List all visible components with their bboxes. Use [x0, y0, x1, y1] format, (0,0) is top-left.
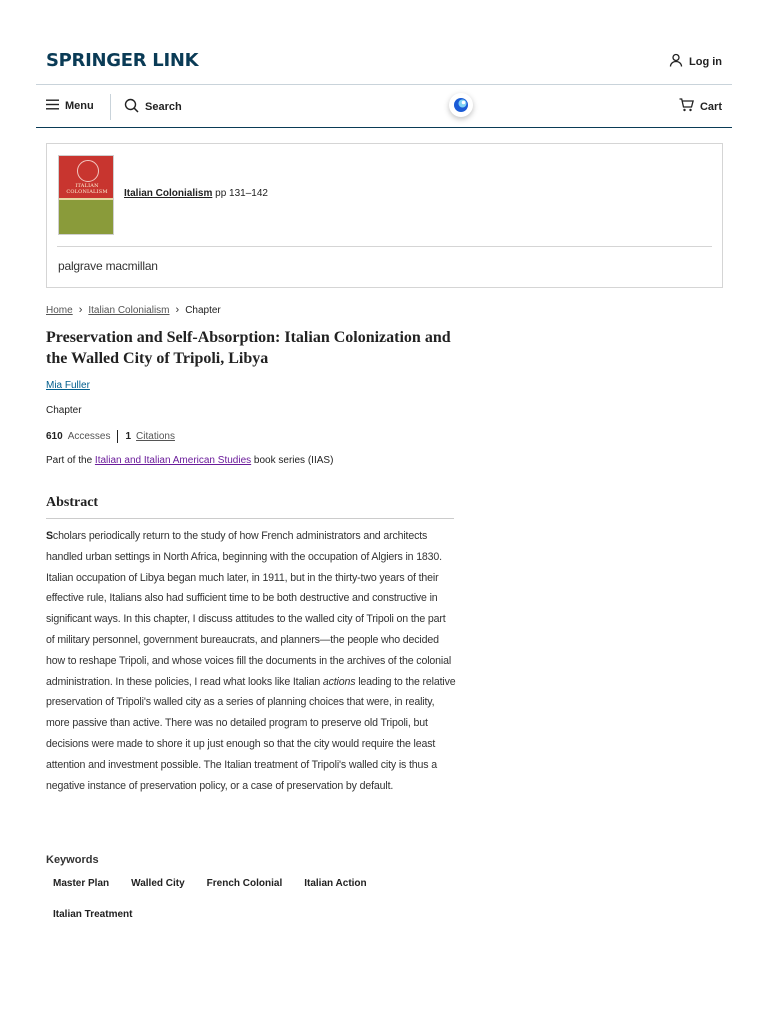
keywords-list: [46, 872, 456, 934]
citations-link[interactable]: Citations: [136, 431, 175, 442]
chevron-right-icon: ›: [175, 304, 180, 316]
header-divider: [36, 84, 732, 85]
search-button[interactable]: [124, 98, 182, 116]
search-icon: [124, 98, 139, 116]
abstract-emphasis: actions: [322, 675, 356, 688]
menu-button[interactable]: [46, 99, 94, 113]
publisher-logo: palgrave macmillan: [58, 259, 158, 273]
book-cover[interactable]: [58, 155, 114, 235]
breadcrumb: [46, 304, 221, 316]
cover-title: ITALIAN COLONIALISM: [66, 183, 108, 195]
assistant-orb-icon[interactable]: [449, 93, 473, 117]
book-pages: pp 131–142: [215, 188, 268, 199]
breadcrumb-book[interactable]: Italian Colonialism: [88, 304, 170, 316]
search-label: Search: [145, 101, 182, 113]
login-label: Log in: [689, 55, 722, 68]
keyword-tag[interactable]: Italian Treatment: [53, 909, 133, 920]
accesses-count: 610: [46, 431, 63, 442]
abstract-text: [46, 526, 456, 796]
keywords-heading: Keywords: [46, 854, 99, 866]
cart-button[interactable]: [679, 98, 722, 115]
login-button[interactable]: [669, 53, 722, 70]
series-prefix: Part of the: [46, 455, 93, 466]
chevron-right-icon: ›: [78, 304, 83, 316]
springer-link-logo[interactable]: SPRINGER LINK: [46, 50, 199, 71]
cart-label: Cart: [699, 100, 722, 113]
keyword-tag[interactable]: French Colonial: [206, 878, 283, 889]
hamburger-icon: [46, 99, 59, 113]
breadcrumb-home[interactable]: Home: [46, 304, 73, 316]
citations-count: 1: [125, 431, 132, 442]
chapter-title: Preservation and Self-Absorption: Italian Colonization and the Walled City of Tripoli, Libya: [46, 329, 451, 367]
book-info-box: [46, 143, 723, 288]
keyword-tag[interactable]: Italian Action: [304, 878, 367, 889]
user-icon: [669, 53, 683, 70]
abstract-heading: Abstract: [46, 495, 99, 510]
series-line: [46, 455, 333, 466]
abstract-first-letter: S: [46, 530, 53, 542]
nav-separator: [110, 94, 111, 120]
metrics: [46, 430, 175, 443]
book-title-link[interactable]: Italian Colonialism: [124, 188, 213, 199]
accesses-label: Accesses: [67, 431, 111, 442]
nav-divider: [36, 127, 732, 128]
breadcrumb-current: Chapter: [185, 304, 221, 316]
abstract-text-part1: cholars periodically return to the study of how French administrators and architects handled urban settings in North Africa, beginning with the occupation of Algiers in 1830. Italian occupation of Libya began much later, in 1911, but in the thirty-two years of their effective rule, Italians also had sufficient time to be both destructive and constructive in significant ways. In this chapter, I discuss attitudes to the walled city of Tripoli on the part of military personnel, government bureaucrats, and planners—the people who decided how to reshape Tripoli, and whose voices fill the documents in the archives of the colonial administration. In these policies, I read what looks like Italian: [46, 530, 452, 688]
abstract-divider: [46, 518, 454, 519]
abstract-text-part2: leading to the relative preservation of Tripoli's walled city as a series of planning choices that were, in reality, more passive than active. There was no detailed program to preserve old Tripoli, but decisions were made to shore it up just enough so that the city would require the least attention and investment possible. The Italian treatment of Tripoli's walled city is thus a negative instance of preservation policy, or a case of preservation by default.: [46, 675, 456, 792]
menu-label: Menu: [65, 100, 94, 112]
header: [46, 50, 726, 74]
series-link[interactable]: Italian and Italian American Studies: [94, 455, 252, 466]
book-line: [124, 188, 268, 199]
author-link[interactable]: Mia Fuller: [46, 380, 90, 391]
nav-bar: [36, 88, 732, 126]
series-suffix: book series (IIAS): [253, 455, 334, 466]
content-type: Chapter: [46, 405, 82, 416]
cart-icon: [679, 98, 694, 115]
keyword-tag[interactable]: Walled City: [131, 878, 185, 889]
book-divider: [57, 246, 712, 247]
keyword-tag[interactable]: Master Plan: [53, 878, 110, 889]
metrics-separator: [117, 430, 118, 443]
